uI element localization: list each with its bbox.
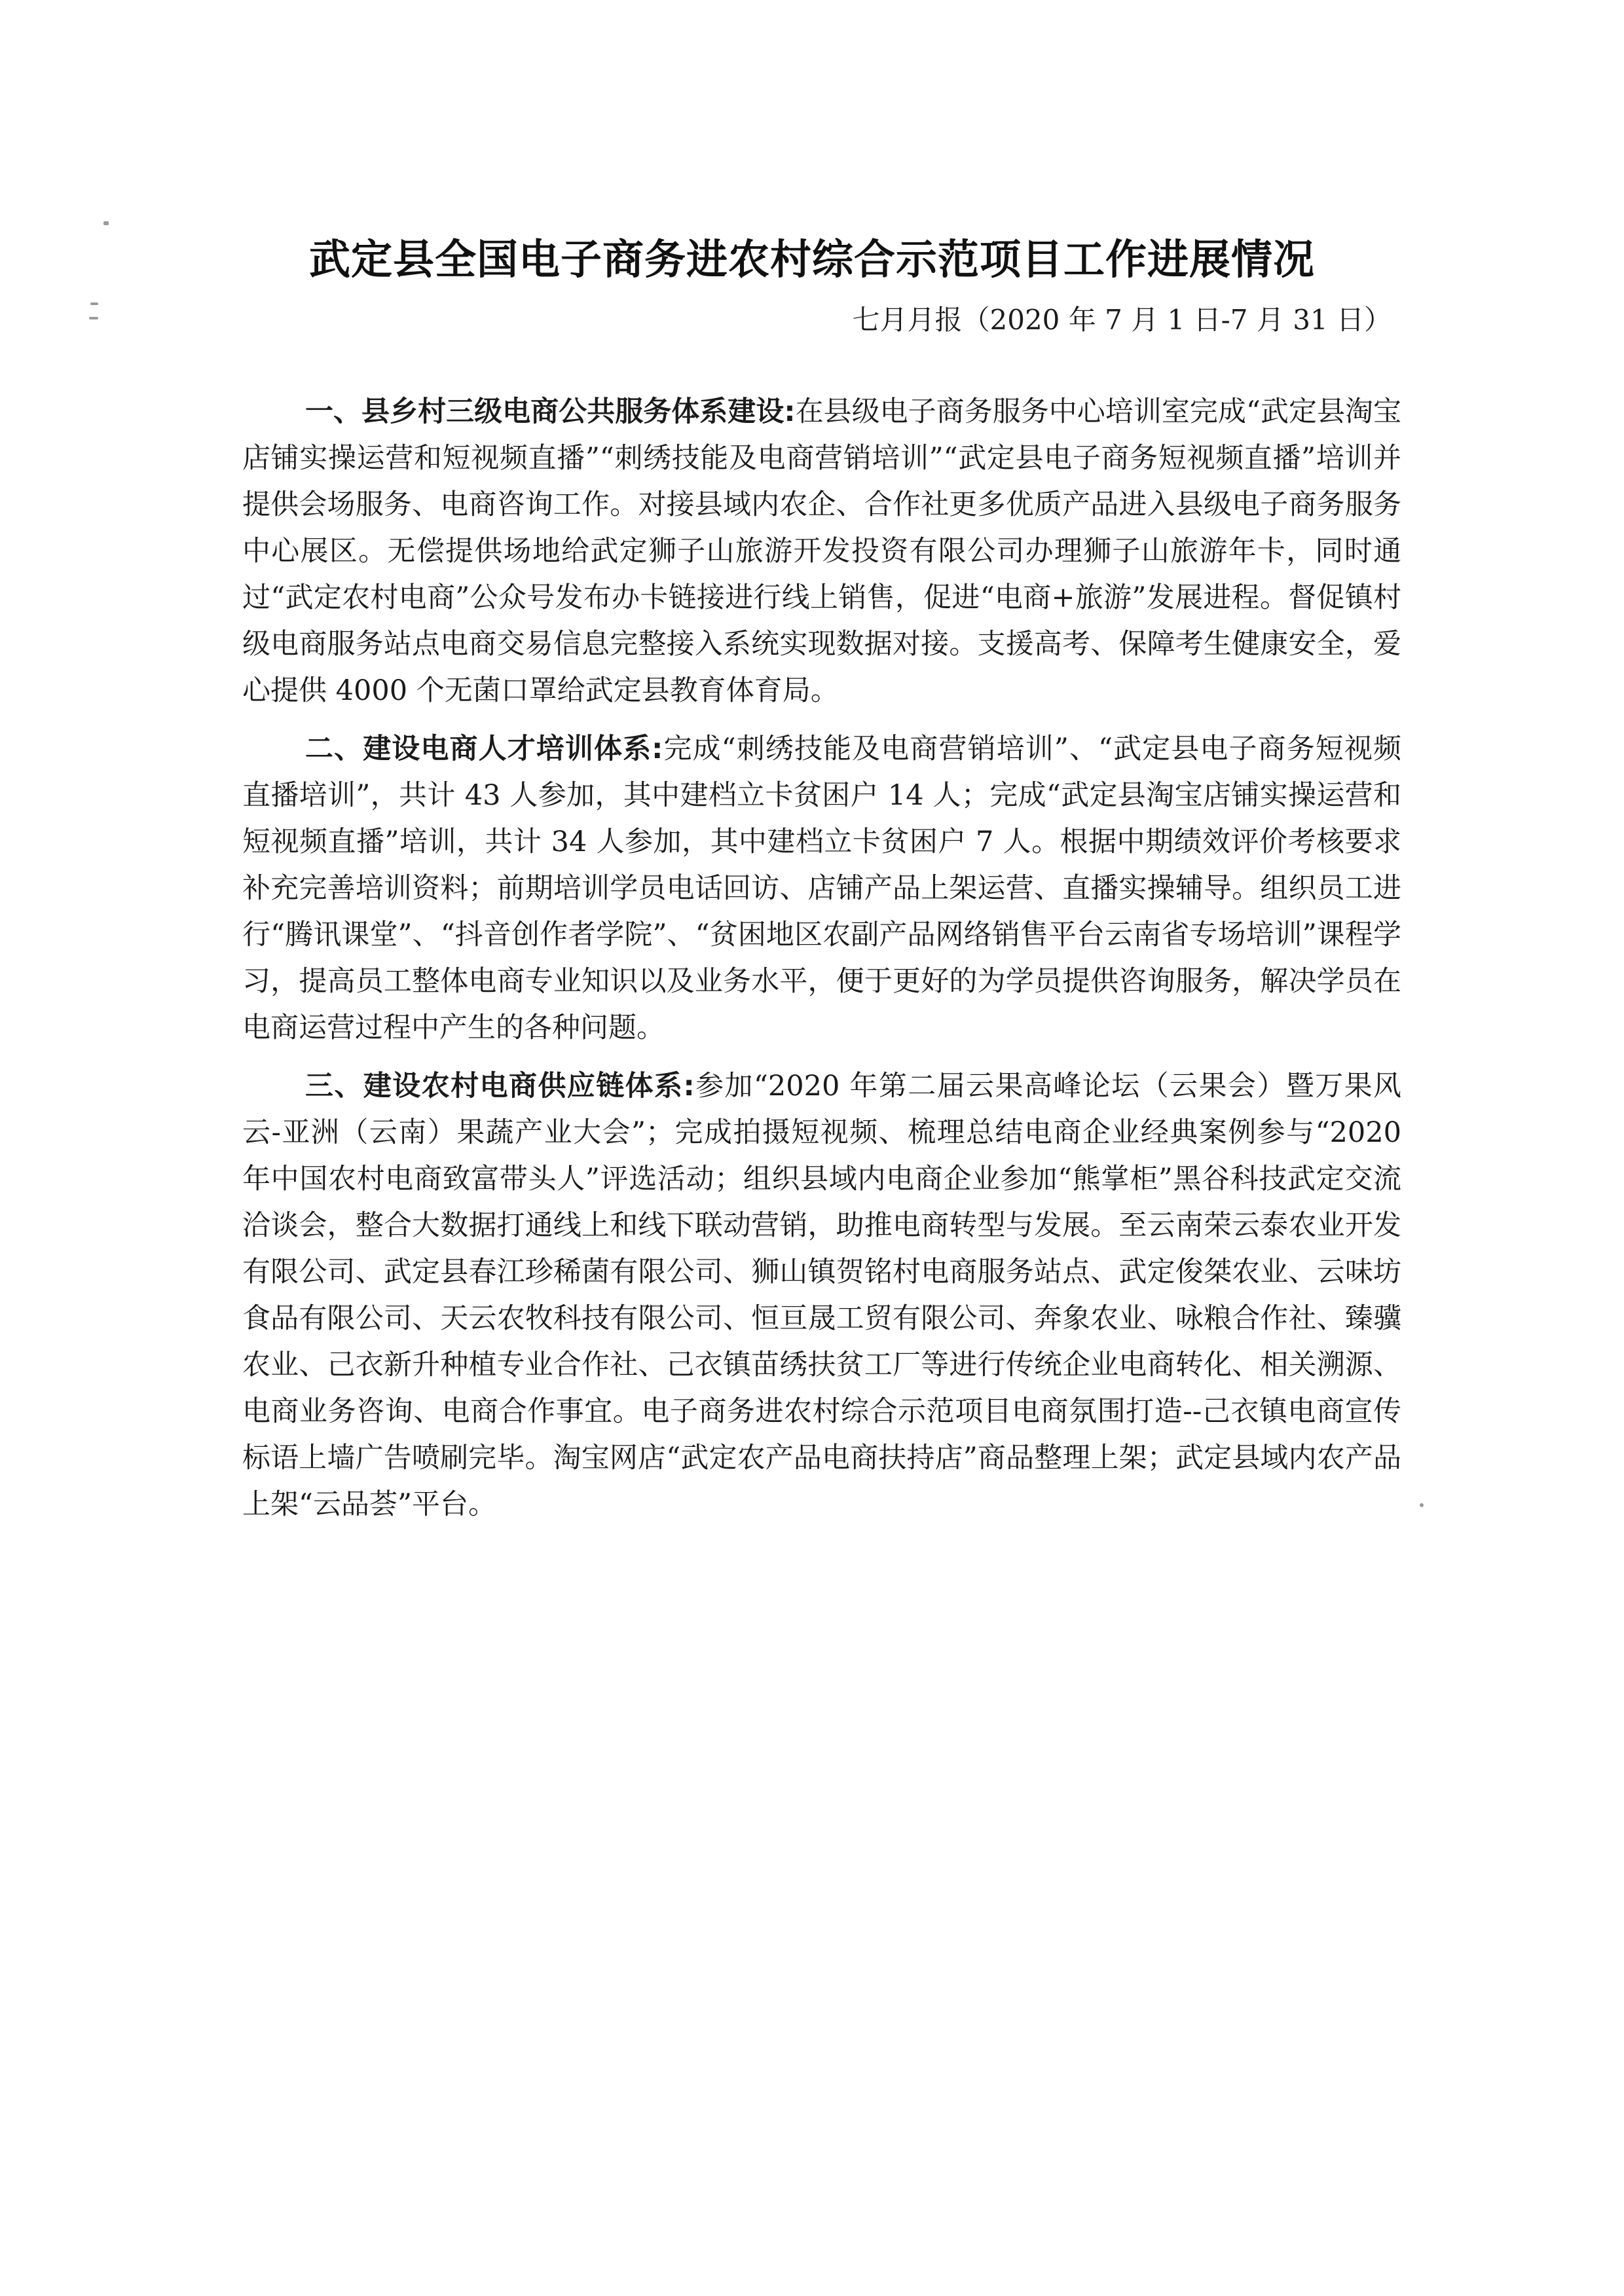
scan-speck <box>1420 1503 1424 1507</box>
section-1-heading: 一、县乡村三级电商公共服务体系建设: <box>305 395 796 428</box>
scan-speck <box>89 317 98 319</box>
section-2-paragraph <box>242 726 1401 1051</box>
document-title: 武定县全国电子商务进农村综合示范项目工作进展情况 <box>309 236 1315 283</box>
section-1-text: 在县级电子商务服务中心培训室完成“武定县淘宝店铺实操运营和短视频直播”“刺绣技能及电商营销培训”“武定县电子商务短视频直播”培训并提供会场服务、电商咨询工作。对接县域内农企、合作社更多优质产品进入县级电子商务服务中心展区。无偿提供场地给武定狮子山旅游开发投资有限公司办理狮子山旅游年卡，同时通过“武定农村电商”公众号发布办卡链接进行线上销售，促进“电商+旅游”发展进程。督促镇村级电商服务站点电商交易信息完整接入系统实现数据对接。支援高考、保障考生健康安全，爱心提供 4000 个无菌口罩给武定县教育体育局。 <box>242 395 1402 707</box>
section-3-text: 参加“2020 年第二届云果高峰论坛（云果会）暨万果风云-亚洲（云南）果蔬产业大会”；完成拍摄短视频、梳理总结电商企业经典案例参与“2020 年中国农村电商致富带头人”评选活动；组织县域内电商企业参加“熊掌柜”黑谷科技武定交流洽谈会，整合大数据打通线上和线下联动营销，助推电商转型与发展。至云南荣云泰农业开发有限公司、武定县春江珍稀菌有限公司、狮山镇贺铭村电商服务站点、武定俊桀农业、云味坊食品有限公司、天云农牧科技有限公司、恒亘晟工贸有限公司、奔象农业、咏粮合作社、臻骥农业、己衣新升种植专业合作社、己衣镇苗绣扶贫工厂等进行传统企业电商转化、相关溯源、电商业务咨询、电商合作事宜。电子商务进农村综合示范项目电商氛围打造--己衣镇电商宣传标语上墙广告喷刷完毕。淘宝网店“武定农产品电商扶持店”商品整理上架；武定县域内农产品上架“云品荟”平台。 <box>242 1070 1401 1521</box>
scan-speck <box>90 302 98 305</box>
document-body <box>242 389 1401 1540</box>
section-3-heading: 三、建设农村电商供应链体系: <box>305 1070 695 1102</box>
document-subtitle: 七月月报（2020 年 7 月 1 日-7 月 31 日） <box>852 304 1392 336</box>
section-1-paragraph <box>242 389 1401 714</box>
section-3-paragraph <box>242 1063 1401 1528</box>
scan-speck <box>103 221 109 225</box>
section-2-text: 完成“刺绣技能及电商营销培训”、“武定县电子商务短视频直播培训”，共计 43 人参加，其中建档立卡贫困户 14 人；完成“武定县淘宝店铺实操运营和短视频直播”培训，共计 34 人参加，其中建档立卡贫困户 7 人。根据中期绩效评价考核要求补充完善培训资料；前期培训学员电话回访、店铺产品上架运营、直播实操辅导。组织员工进行“腾讯课堂”、“抖音创作者学院”、“贫困地区农副产品网络销售平台云南省专场培训”课程学习，提高员工整体电商专业知识以及业务水平，便于更好的为学员提供咨询服务，解决学员在电商运营过程中产生的各种问题。 <box>242 733 1401 1044</box>
section-2-heading: 二、建设电商人才培训体系: <box>305 733 663 765</box>
